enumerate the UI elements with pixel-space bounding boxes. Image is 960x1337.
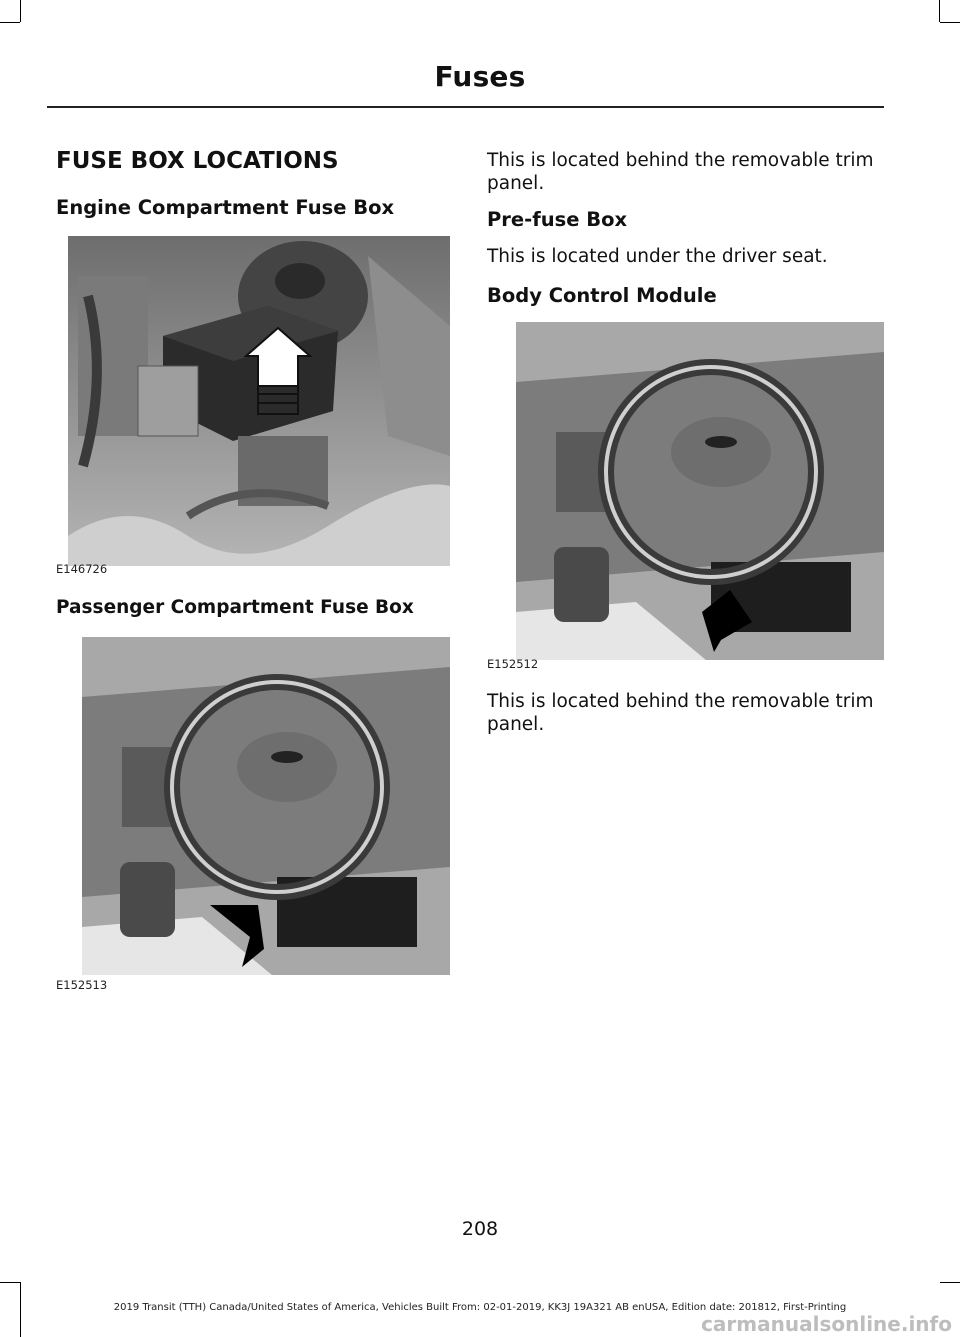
crop-mark: [940, 1282, 960, 1283]
body-control-module-illustration: [516, 322, 884, 660]
pre-fuse-box-heading: Pre-fuse Box: [487, 208, 628, 231]
engine-compartment-illustration: [68, 236, 450, 566]
passenger-compartment-illustration: [82, 637, 450, 975]
figure-code: E152513: [56, 978, 108, 992]
header-divider: [47, 106, 884, 108]
section-heading: FUSE BOX LOCATIONS: [56, 148, 339, 174]
figure-code: E146726: [56, 562, 108, 576]
engine-fuse-box-heading: Engine Compartment Fuse Box: [56, 196, 395, 219]
watermark: carmanualsonline.info: [701, 1312, 952, 1336]
passenger-location-note: This is located behind the removable trim panel.: [487, 150, 874, 194]
body-control-module-heading: Body Control Module: [487, 284, 717, 307]
bcm-location-note: This is located behind the removable trim panel.: [487, 691, 874, 735]
pre-fuse-location-note: This is located under the driver seat.: [487, 246, 828, 267]
crop-mark: [940, 22, 960, 23]
figure-code: E152512: [487, 657, 539, 671]
edition-line: 2019 Transit (TTH) Canada/United States of America, Vehicles Built From: 02-01-2019, KK3J 19A321 AB enUSA, Edition date: 201812, First-Printing: [113, 1302, 847, 1313]
crop-mark: [0, 1282, 20, 1283]
page-number: 208: [461, 1218, 499, 1240]
crop-mark: [20, 0, 21, 22]
page-title: Fuses: [434, 60, 526, 93]
crop-mark: [0, 22, 20, 23]
passenger-fuse-box-heading: Passenger Compartment Fuse Box: [56, 597, 414, 618]
crop-mark: [939, 0, 940, 22]
